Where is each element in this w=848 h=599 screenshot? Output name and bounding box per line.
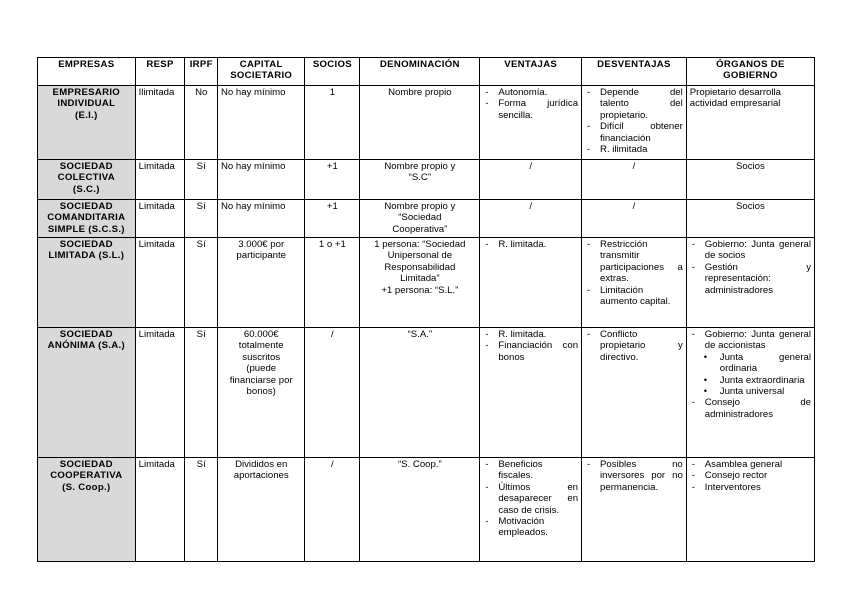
denominacion-line: “Sociedad — [398, 212, 442, 224]
ventajas-cell: / — [480, 200, 582, 238]
irpf-cell: Sí — [185, 160, 218, 200]
denominacion-cell — [360, 200, 480, 238]
desventajas-list — [585, 459, 683, 493]
header-capital: CAPITAL SOCIETARIO — [217, 58, 304, 86]
desventajas-cell — [582, 238, 687, 328]
irpf-cell: Sí — [185, 458, 218, 562]
ventajas-list — [483, 87, 578, 121]
row-empresario-individual — [38, 86, 815, 160]
header-desventajas: DESVENTAJAS — [582, 58, 687, 86]
empresa-line: SOCIEDAD — [59, 239, 113, 250]
ventajas-cell: / — [480, 160, 582, 200]
denominacion-line: Cooperativa” — [392, 223, 448, 235]
capital-line: 60.000€ — [243, 329, 279, 340]
header-irpf: IRPF — [185, 58, 218, 86]
irpf-cell: Sí — [185, 328, 218, 458]
capital-cell: No hay mínimo — [217, 86, 304, 160]
list-item: - Limitación aumento capital. — [585, 285, 683, 308]
denominacion-line: +1 persona: “S.L.” — [381, 284, 459, 296]
capital-line: aportaciones — [233, 470, 289, 482]
empresa-line: SOCIEDAD — [59, 459, 113, 470]
empresa-cell — [38, 238, 136, 328]
desventajas-list — [585, 87, 683, 155]
denominacion-cell: Nombre propio — [360, 86, 480, 160]
desventajas-cell: / — [582, 200, 687, 238]
empresa-line: SIMPLE (S.C.S.) — [47, 223, 125, 235]
organos-list — [690, 459, 811, 493]
denominacion-cell: “S.A.” — [360, 328, 480, 458]
organos-list — [690, 329, 811, 420]
list-item: - Depende del talento del propietario. — [585, 87, 683, 121]
denominacion-line: Nombre propio y — [384, 161, 456, 172]
empresa-cell — [38, 200, 136, 238]
organos-cell: Propietario desarrolla actividad empresarial — [686, 86, 814, 160]
row-sociedad-colectiva — [38, 160, 815, 200]
list-item: - Últimos en desaparecer en caso de crisis. — [483, 482, 578, 516]
empresa-line: COLECTIVA — [57, 172, 116, 184]
empresa-line: INDIVIDUAL — [57, 98, 116, 110]
ventajas-cell — [480, 238, 582, 328]
socios-cell: +1 — [305, 160, 360, 200]
denominacion-line: Nombre propio y — [384, 201, 456, 212]
organos-cell — [686, 238, 814, 328]
desventajas-cell — [582, 86, 687, 160]
header-organos: ÓRGANOS DE GOBIERNO — [686, 58, 814, 86]
ventajas-cell — [480, 86, 582, 160]
denominacion-cell — [360, 160, 480, 200]
irpf-cell: Sí — [185, 200, 218, 238]
header-denominacion: DENOMINACIÓN — [360, 58, 480, 86]
ventajas-list — [483, 329, 578, 363]
socios-cell: / — [305, 458, 360, 562]
desventajas-cell — [582, 458, 687, 562]
organos-cell: Socios — [686, 160, 814, 200]
organos-cell: Socios — [686, 200, 814, 238]
list-item: - Financiación con bonos — [483, 340, 578, 363]
empresa-line: ANÓNIMA (S.A.) — [47, 340, 125, 352]
desventajas-list — [585, 329, 683, 363]
empresa-line: LIMITADA (S.L.) — [48, 250, 125, 262]
juntas-sublist — [690, 352, 811, 398]
companies-table — [37, 57, 815, 562]
denominacion-line: Responsabilidad — [384, 261, 456, 273]
list-item: - Consejo rector — [690, 470, 811, 481]
denominacion-line: Limitada” — [400, 273, 440, 285]
list-item: - Asamblea general — [690, 459, 811, 470]
header-empresas: EMPRESAS — [38, 58, 136, 86]
list-item: - Forma jurídica sencilla. — [483, 98, 578, 121]
empresa-line: SOCIEDAD — [59, 201, 113, 212]
juntas-sublist-container — [690, 352, 811, 398]
capital-line: financiarse por — [229, 374, 293, 386]
capital-cell: No hay mínimo — [217, 200, 304, 238]
header-socios: SOCIOS — [305, 58, 360, 86]
capital-line: participante — [236, 250, 287, 262]
denominacion-line: Unipersonal de — [387, 250, 453, 262]
capital-cell — [217, 238, 304, 328]
capital-line: 3.000€ por — [238, 239, 285, 250]
list-item: - Gestión y representación: administradores — [690, 262, 811, 296]
desventajas-list — [585, 239, 683, 307]
capital-line: totalmente — [238, 340, 284, 352]
desventajas-cell: / — [582, 160, 687, 200]
capital-cell — [217, 458, 304, 562]
capital-cell — [217, 328, 304, 458]
header-ventajas: VENTAJAS — [480, 58, 582, 86]
capital-line: Divididos en — [235, 459, 288, 470]
empresa-line: SOCIEDAD — [59, 329, 113, 340]
list-item: - R. limitada. — [483, 239, 578, 250]
row-sociedad-anonima — [38, 328, 815, 458]
socios-cell: 1 — [305, 86, 360, 160]
empresa-line: EMPRESARIO — [52, 87, 121, 98]
empresa-cell — [38, 328, 136, 458]
socios-cell: +1 — [305, 200, 360, 238]
resp-cell: Limitada — [135, 160, 185, 200]
resp-cell: Limitada — [135, 458, 185, 562]
ventajas-cell — [480, 458, 582, 562]
empresa-line: SOCIEDAD — [59, 161, 113, 172]
list-item: - Autonomía. — [483, 87, 578, 98]
denominacion-cell: “S. Coop.” — [360, 458, 480, 562]
list-item: - Gobierno: Junta general de socios — [690, 239, 811, 262]
desventajas-cell — [582, 328, 687, 458]
list-item: - Difícil obtener financiación — [585, 121, 683, 144]
capital-line: (puede — [246, 363, 277, 375]
row-sociedad-comanditaria — [38, 200, 815, 238]
empresa-cell — [38, 86, 136, 160]
capital-cell: No hay mínimo — [217, 160, 304, 200]
empresa-cell — [38, 458, 136, 562]
denominacion-line: 1 persona: “Sociedad — [374, 239, 466, 250]
resp-cell: Ilimitada — [135, 86, 185, 160]
denominacion-cell — [360, 238, 480, 328]
capital-line: suscritos — [242, 351, 281, 363]
empresa-line: COOPERATIVA — [50, 470, 123, 482]
resp-cell: Limitada — [135, 238, 185, 328]
organos-cell — [686, 458, 814, 562]
organos-list — [690, 239, 811, 296]
list-item: - Motivación empleados. — [483, 516, 578, 539]
irpf-cell: No — [185, 86, 218, 160]
list-item: - Beneficios fiscales. — [483, 459, 578, 482]
list-item: - Interventores — [690, 482, 811, 493]
list-item: - Consejo de administradores — [690, 397, 811, 420]
capital-line: bonos) — [246, 386, 276, 398]
header-row — [38, 58, 815, 86]
empresa-line: (E.I.) — [75, 109, 98, 121]
list-item: • Junta general ordinaria — [690, 352, 811, 375]
list-item: - Conflicto propietario y directivo. — [585, 329, 683, 363]
list-item: • Junta extraordinaria — [690, 375, 811, 386]
resp-cell: Limitada — [135, 328, 185, 458]
empresa-line: (S. Coop.) — [62, 481, 111, 493]
list-item: - R. ilimitada — [585, 144, 683, 155]
empresa-line: COMANDITARIA — [47, 212, 126, 224]
ventajas-list — [483, 459, 578, 539]
empresa-cell — [38, 160, 136, 200]
empresa-line: (S.C.) — [72, 183, 100, 195]
list-item: • Junta universal — [690, 386, 811, 397]
ventajas-cell — [480, 328, 582, 458]
list-item: - Posibles no inversores por no permanencia. — [585, 459, 683, 493]
list-item: - R. limitada. — [483, 329, 578, 340]
row-sociedad-limitada — [38, 238, 815, 328]
row-sociedad-cooperativa — [38, 458, 815, 562]
list-item: - Restricción transmitir participaciones a extras. — [585, 239, 683, 285]
ventajas-list — [483, 239, 578, 250]
list-item: - Gobierno: Junta general de accionistas — [690, 329, 811, 352]
resp-cell: Limitada — [135, 200, 185, 238]
irpf-cell: Sí — [185, 238, 218, 328]
denominacion-line: “S.C” — [408, 172, 432, 184]
header-resp: RESP — [135, 58, 185, 86]
socios-cell: 1 o +1 — [305, 238, 360, 328]
socios-cell: / — [305, 328, 360, 458]
organos-cell — [686, 328, 814, 458]
